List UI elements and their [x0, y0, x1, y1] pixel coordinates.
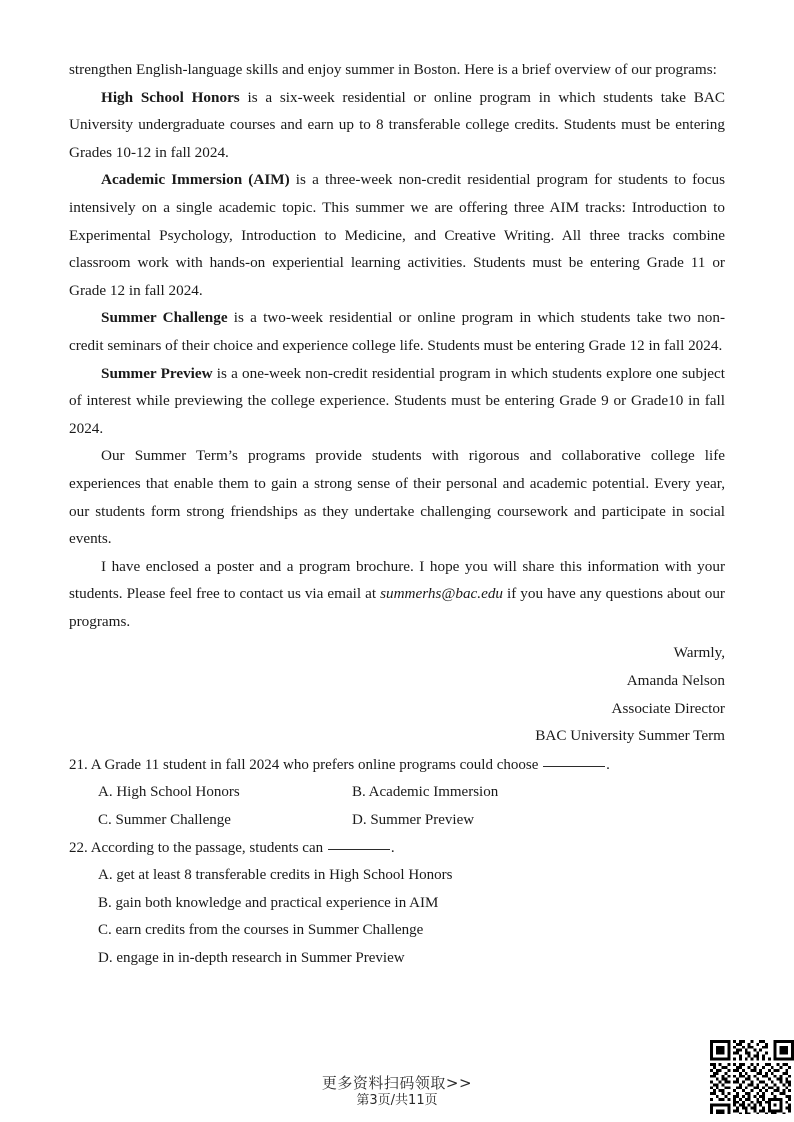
question-22	[69, 835, 725, 973]
text-run: if you have any questions about our programs.	[69, 585, 725, 630]
question-21-text: A Grade 11 student in fall 2024 who prefers online programs could choose	[90, 756, 539, 773]
question-22-option-c[interactable]: C. earn credits from the courses in Summer Challenge	[98, 922, 424, 939]
text-run: is a three-week non-credit residential program for students to focus intensively on a single academic topic. This summer we are offering three AIM tracks: Introduction to Experimental Psychology, Introduction to Medicine, and Creative Writing. All three tracks combine classroom work with hands-on experiential learning activities. Students must be entering Grade 11 or Grade 12 in fall 2024.	[69, 171, 725, 299]
text-run: is a one-week non-credit residential program in which students explore one subject of interest while previewing the college experience. Students must be entering Grade 9 or Grade10 in fall 2024.	[69, 364, 725, 437]
question-21-options-row-2	[69, 807, 725, 835]
questions-section	[69, 752, 725, 973]
paragraph-summer-preview	[69, 360, 725, 443]
question-21-option-a[interactable]: A. High School Honors	[98, 784, 240, 801]
signature-line-title: Associate Director	[611, 699, 725, 717]
program-name: High School Honors	[101, 88, 240, 106]
paragraph-academic-immersion	[69, 166, 725, 304]
question-22-text: According to the passage, students can	[90, 839, 324, 856]
question-22-number: 22.	[69, 839, 88, 856]
qr-code-icon	[710, 1040, 794, 1114]
question-21-punct: .	[606, 756, 610, 773]
footer-page-number: 第3页/共11页	[356, 1093, 438, 1108]
question-21-option-b[interactable]: B. Academic Immersion	[352, 784, 499, 801]
text-run: Our Summer Term’s programs provide students with rigorous and collaborative college life experiences that enable them to gain a strong sense of their personal and academic potential. Every year, our students form strong friendships as they undertake challenging coursework and participate in social events.	[69, 447, 725, 548]
text-run: is a two-week residential or online program in which students take two non-credit seminars of their choice and experience college life. Students must be entering Grade 12 in fall 2024.	[69, 309, 726, 354]
footer-promo-text: 更多资料扫码领取>>	[321, 1074, 473, 1092]
question-21-blank[interactable]	[543, 766, 605, 767]
program-name: Summer Preview	[101, 364, 213, 382]
question-22-option-a[interactable]: A. get at least 8 transferable credits in High School Honors	[98, 867, 453, 884]
passage-body	[69, 56, 725, 635]
qr-code[interactable]	[710, 1040, 794, 1114]
page-content	[69, 56, 725, 973]
question-22-stem	[69, 835, 725, 863]
question-21-number: 21.	[69, 756, 88, 773]
text-run: I have enclosed a poster and a program brochure. I hope you will share this information with your students. Please feel free to contact us via email at	[69, 557, 725, 603]
paragraph-closing	[69, 553, 725, 636]
paragraph-summer-term-overview	[69, 442, 725, 552]
signature-line-org: BAC University Summer Term	[535, 727, 725, 745]
question-22-punct: .	[390, 839, 395, 856]
paragraph-high-school-honors	[69, 84, 725, 167]
program-name: Academic Immersion (AIM)	[101, 171, 290, 189]
program-name: Summer Challenge	[101, 309, 228, 327]
paragraph-summer-challenge	[69, 304, 725, 359]
page-footer	[0, 1074, 794, 1109]
question-21-option-c[interactable]: C. Summer Challenge	[98, 812, 231, 829]
signature-block	[69, 639, 725, 749]
question-21-options-row-1	[69, 779, 725, 807]
question-21-option-d[interactable]: D. Summer Preview	[352, 812, 475, 829]
text-run: strengthen English-language skills and enjoy summer in Boston. Here is a brief overview of our programs:	[69, 61, 717, 78]
signature-line-name: Amanda Nelson	[626, 672, 725, 690]
question-21	[69, 752, 725, 835]
paragraph-intro	[69, 56, 725, 84]
signature-line-closing: Warmly,	[673, 644, 725, 662]
question-22-option-b[interactable]: B. gain both knowledge and practical experience in AIM	[98, 894, 439, 911]
question-21-stem	[69, 752, 725, 780]
email-address: summerhs@bac.edu	[380, 585, 504, 603]
text-run: is a six-week residential or online program in which students take BAC University undergraduate courses and earn up to 8 transferable college credits. Students must be entering Grades 10-12 in fall 2024.	[69, 88, 725, 161]
question-22-blank[interactable]	[328, 849, 390, 850]
question-22-option-d[interactable]: D. engage in in-depth research in Summer Preview	[98, 950, 405, 966]
